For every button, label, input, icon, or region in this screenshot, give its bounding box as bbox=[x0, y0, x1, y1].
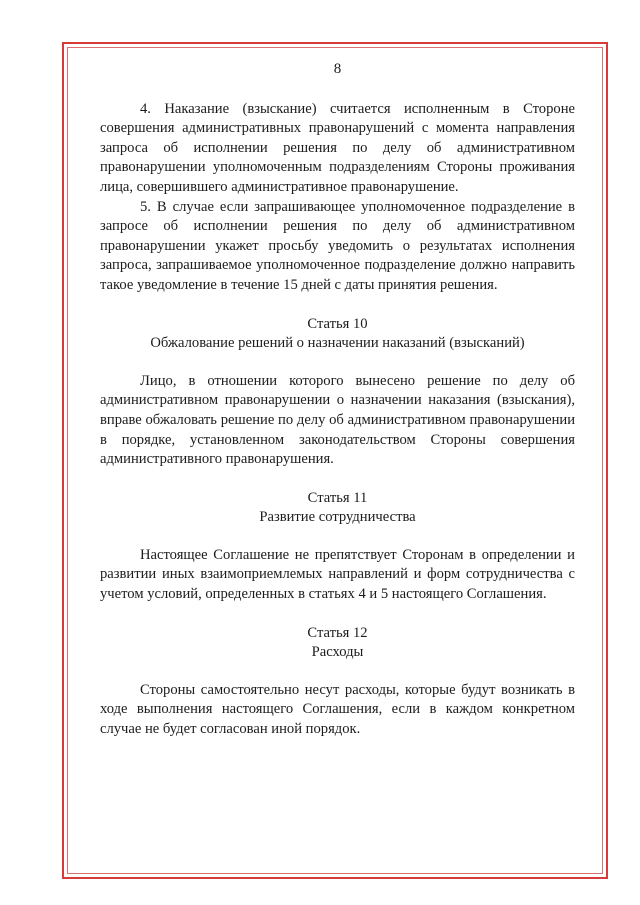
article-11-number: Статья 11 bbox=[307, 489, 368, 506]
article-10-number: Статья 10 bbox=[307, 315, 368, 332]
paragraph-5: 5. В случае если запрашивающее уполномоченное подразделение в запросе об исполнении решения по делу об административном правонарушении укажет просьбу уведомить о результатах исполнения запроса, запрашиваемое уполномоченное подразделение должно направить такое уведомление в течение 15 дней с даты принятия решения. bbox=[100, 198, 575, 293]
page-number: 8 bbox=[333, 61, 342, 77]
article-12-number: Статья 12 bbox=[307, 624, 368, 641]
article-11-text: Настоящее Соглашение не препятствует Сторонам в определении и развитии иных взаимоприемлемых направлений и форм сотрудничества с учетом условий, определенных в статьях 4 и 5 настоящего Соглашения. bbox=[100, 546, 575, 603]
article-11-title: Развитие сотрудничества bbox=[259, 509, 416, 526]
article-12-title: Расходы bbox=[311, 644, 364, 661]
page-content bbox=[100, 60, 575, 740]
article-10-title: Обжалование решений о назначении наказаний (взысканий) bbox=[150, 335, 525, 352]
article-10-text: Лицо, в отношении которого вынесено решение по делу об административном правонарушении о назначении наказания (взыскания), вправе обжаловать решение по делу об административном правонарушении в порядке, установленном законодательством Стороны совершения административного правонарушения. bbox=[100, 372, 575, 468]
article-12-text: Стороны самостоятельно несут расходы, которые будут возникать в ходе выполнения настоящего Соглашения, если в каждом конкретном случае не будет согласован иной порядок. bbox=[100, 681, 575, 738]
paragraph-4: 4. Наказание (взыскание) считается исполненным в Стороне совершения административных правонарушений с момента направления запроса об исполнении решения по делу об административном правонарушении уполномоченным подразделениям Стороны проживания лица, совершившего административное правонарушение. bbox=[100, 100, 575, 195]
